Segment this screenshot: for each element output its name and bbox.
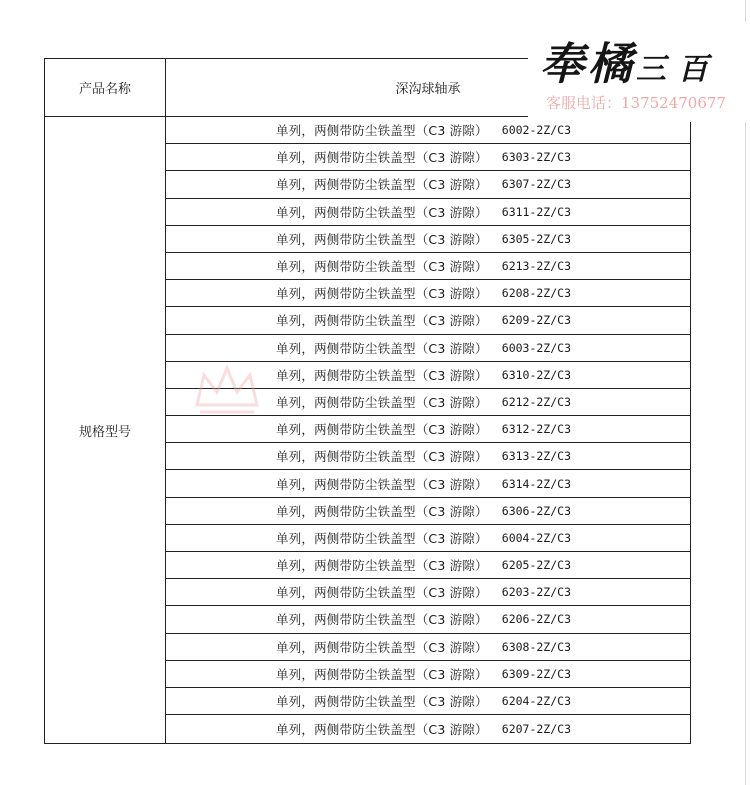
customer-service-phone: 客服电话：13752470677 bbox=[546, 94, 726, 112]
table-row bbox=[166, 688, 690, 715]
row-description: 单列，两侧带防尘铁盖型（C3 游隙） bbox=[276, 313, 488, 329]
row-model-number: 6310-2Z/C3 bbox=[501, 367, 572, 382]
row-model-number: 6003-2Z/C3 bbox=[501, 340, 572, 355]
row-description: 单列，两侧带防尘铁盖型（C3 游隙） bbox=[276, 231, 488, 247]
row-description: 单列，两侧带防尘铁盖型（C3 游隙） bbox=[276, 476, 488, 492]
table-row bbox=[166, 335, 690, 362]
row-description: 单列，两侧带防尘铁盖型（C3 游隙） bbox=[276, 639, 488, 655]
row-description: 单列，两侧带防尘铁盖型（C3 游隙） bbox=[276, 449, 488, 465]
table-row bbox=[166, 171, 690, 198]
header-product-type: 深沟球轴承 bbox=[395, 82, 461, 97]
row-description: 单列，两侧带防尘铁盖型（C3 游隙） bbox=[276, 150, 488, 166]
table-row bbox=[166, 470, 690, 497]
model-list bbox=[166, 117, 690, 743]
spec-model-label: 规格型号 bbox=[78, 424, 131, 440]
row-model-number: 6203-2Z/C3 bbox=[501, 585, 572, 600]
row-model-number: 6206-2Z/C3 bbox=[501, 612, 572, 627]
row-description: 单列，两侧带防尘铁盖型（C3 游隙） bbox=[276, 259, 488, 275]
row-description: 单列，两侧带防尘铁盖型（C3 游隙） bbox=[276, 612, 488, 628]
row-model-number: 6311-2Z/C3 bbox=[501, 204, 572, 219]
table-row bbox=[166, 606, 690, 633]
brand-logo-sub: 三百 bbox=[636, 52, 720, 87]
row-description: 单列，两侧带防尘铁盖型（C3 游隙） bbox=[276, 666, 488, 682]
row-model-number: 6309-2Z/C3 bbox=[501, 666, 572, 681]
table-row bbox=[166, 144, 690, 171]
table-row bbox=[166, 661, 690, 688]
crown-icon bbox=[192, 360, 262, 420]
row-model-number: 6307-2Z/C3 bbox=[501, 177, 572, 192]
brand-logo bbox=[540, 28, 720, 92]
row-model-number: 6314-2Z/C3 bbox=[501, 476, 572, 491]
row-description: 单列，两侧带防尘铁盖型（C3 游隙） bbox=[276, 177, 488, 193]
row-model-number: 6213-2Z/C3 bbox=[501, 259, 572, 274]
row-description: 单列，两侧带防尘铁盖型（C3 游隙） bbox=[276, 503, 488, 519]
table-row bbox=[166, 416, 690, 443]
row-model-number: 6303-2Z/C3 bbox=[501, 150, 572, 165]
table-row bbox=[166, 525, 690, 552]
table-row bbox=[166, 552, 690, 579]
table-row bbox=[166, 280, 690, 307]
brand-overlay bbox=[528, 22, 750, 122]
table-row bbox=[166, 226, 690, 253]
row-model-number: 6305-2Z/C3 bbox=[501, 231, 572, 246]
row-description: 单列，两侧带防尘铁盖型（C3 游隙） bbox=[276, 286, 488, 302]
row-model-number: 6313-2Z/C3 bbox=[501, 449, 572, 464]
row-description: 单列，两侧带防尘铁盖型（C3 游隙） bbox=[276, 367, 488, 383]
row-description: 单列，两侧带防尘铁盖型（C3 游隙） bbox=[276, 340, 488, 356]
table-row bbox=[166, 307, 690, 334]
row-model-number: 6004-2Z/C3 bbox=[501, 530, 572, 545]
row-model-number: 6209-2Z/C3 bbox=[501, 313, 572, 328]
table-row bbox=[166, 634, 690, 661]
row-model-number: 6212-2Z/C3 bbox=[501, 394, 572, 409]
table-row bbox=[166, 199, 690, 226]
row-description: 单列，两侧带防尘铁盖型（C3 游隙） bbox=[276, 558, 488, 574]
row-description: 单列，两侧带防尘铁盖型（C3 游隙） bbox=[276, 123, 488, 139]
row-model-number: 6208-2Z/C3 bbox=[501, 286, 572, 301]
table-row bbox=[166, 253, 690, 280]
row-model-number: 6205-2Z/C3 bbox=[501, 558, 572, 573]
brand-logo-main: 奉橘 bbox=[540, 39, 636, 90]
header-product-name: 产品名称 bbox=[78, 82, 131, 97]
row-model-number: 6308-2Z/C3 bbox=[501, 639, 572, 654]
table-row bbox=[166, 715, 690, 742]
row-model-number: 6207-2Z/C3 bbox=[501, 721, 572, 736]
spec-table bbox=[44, 58, 691, 744]
row-description: 单列，两侧带防尘铁盖型（C3 游隙） bbox=[276, 694, 488, 710]
row-description: 单列，两侧带防尘铁盖型（C3 游隙） bbox=[276, 204, 488, 220]
row-description: 单列，两侧带防尘铁盖型（C3 游隙） bbox=[276, 585, 488, 601]
table-row bbox=[166, 443, 690, 470]
row-description: 单列，两侧带防尘铁盖型（C3 游隙） bbox=[276, 394, 488, 410]
row-description: 单列，两侧带防尘铁盖型（C3 游隙） bbox=[276, 422, 488, 438]
row-description: 单列，两侧带防尘铁盖型（C3 游隙） bbox=[276, 721, 488, 737]
row-model-number: 6204-2Z/C3 bbox=[501, 694, 572, 709]
row-description: 单列，两侧带防尘铁盖型（C3 游隙） bbox=[276, 530, 488, 546]
row-model-number: 6312-2Z/C3 bbox=[501, 422, 572, 437]
table-row bbox=[166, 498, 690, 525]
row-model-number: 6002-2Z/C3 bbox=[501, 123, 572, 138]
row-model-number: 6306-2Z/C3 bbox=[501, 503, 572, 518]
table-row bbox=[166, 579, 690, 606]
